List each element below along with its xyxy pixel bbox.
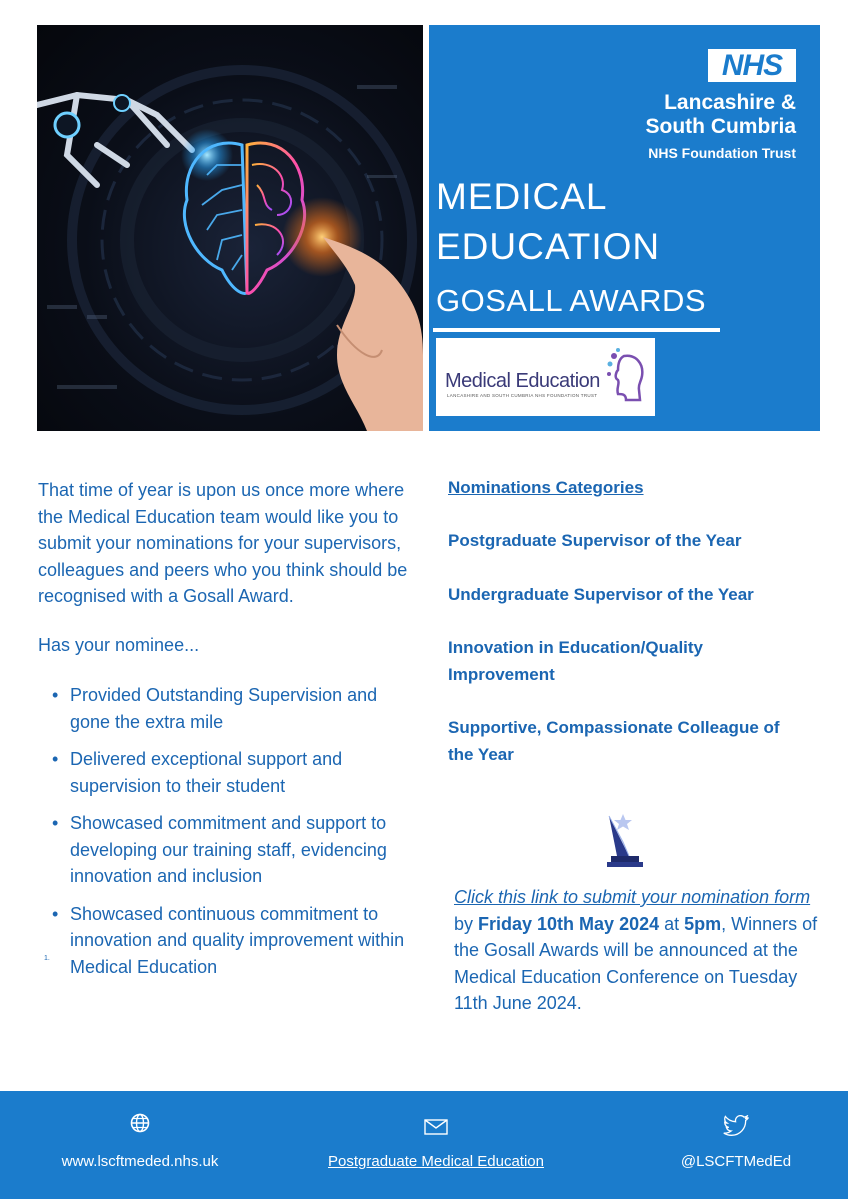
list-item: • Showcased continuous commitment to innovation and quality improvement within Medical Education xyxy=(38,901,408,981)
globe-icon xyxy=(130,1113,150,1133)
medical-education-logo-subtext: LANCASHIRE AND SOUTH CUMBRIA NHS FOUNDATION TRUST xyxy=(447,393,598,398)
nominee-question: Has your nominee... xyxy=(38,634,200,655)
trophy-icon xyxy=(603,812,643,868)
title-medical: MEDICAL xyxy=(436,176,608,217)
medical-education-logo xyxy=(436,338,655,416)
twitter-bird-icon xyxy=(723,1115,749,1137)
footer xyxy=(0,1091,848,1199)
envelope-icon xyxy=(424,1119,448,1135)
hero-image xyxy=(37,25,423,431)
list-item: • Delivered exceptional support and supervision to their student xyxy=(38,746,408,799)
title-gosall-awards: GOSALL AWARDS xyxy=(436,283,707,318)
brain-hand-illustration xyxy=(37,25,423,431)
title-divider xyxy=(433,328,720,332)
cta-announcement: , Winners of the Gosall Awards will be announced at the Medical Education Conference on Tuesday 11th June 2024. xyxy=(454,913,818,1013)
category-item: Undergraduate Supervisor of the Year xyxy=(448,584,754,604)
trust-name-line1: Lancashire & xyxy=(664,91,796,114)
cta-by: by xyxy=(454,913,479,934)
website-text: www.lscftmeded.nhs.uk xyxy=(61,1153,219,1170)
trust-name xyxy=(646,91,797,139)
categories-section xyxy=(448,475,808,768)
trust-subtitle: NHS Foundation Trust xyxy=(648,145,796,161)
email-link[interactable]: Postgraduate Medical Education xyxy=(328,1153,544,1170)
category-item: Postgraduate Supervisor of the Year xyxy=(448,531,742,550)
intro-section xyxy=(38,477,408,991)
stray-list-number: 1. xyxy=(44,955,50,962)
categories-heading: Nominations Categories xyxy=(448,478,644,497)
category-item: Supportive, Compassionate Colleague of the Year xyxy=(448,718,780,764)
nomination-form-link[interactable]: Click this link to submit your nomination form xyxy=(454,887,811,907)
intro-paragraph: That time of year is upon us once more where the Medical Education team would like you to submit your nominations for your supervisors, colleagues and peers who you think should be recognised with a Gosall Award. xyxy=(38,480,408,606)
cta-deadline-date: Friday 10th May 2024 xyxy=(478,913,660,934)
list-item: • Provided Outstanding Supervision and gone the extra mile xyxy=(38,682,408,735)
nominee-criteria-list xyxy=(38,682,408,980)
title-panel xyxy=(429,25,820,431)
list-item: • Showcased commitment and support to developing our training staff, evidencing innovation and inclusion xyxy=(38,810,408,890)
cta-at: at xyxy=(659,913,685,934)
category-item: Innovation in Education/Quality Improvement xyxy=(448,638,704,684)
cta-deadline-time: 5pm xyxy=(684,913,722,934)
twitter-handle: @LSCFTMedEd xyxy=(680,1153,792,1170)
nhs-logo: NHS xyxy=(708,49,796,82)
trust-name-line2: South Cumbria xyxy=(645,115,796,138)
nomination-cta xyxy=(454,884,826,1017)
medical-education-logo-text: Medical Education xyxy=(445,370,600,392)
title-education: EDUCATION xyxy=(436,226,661,267)
head-profile-icon xyxy=(606,348,646,404)
